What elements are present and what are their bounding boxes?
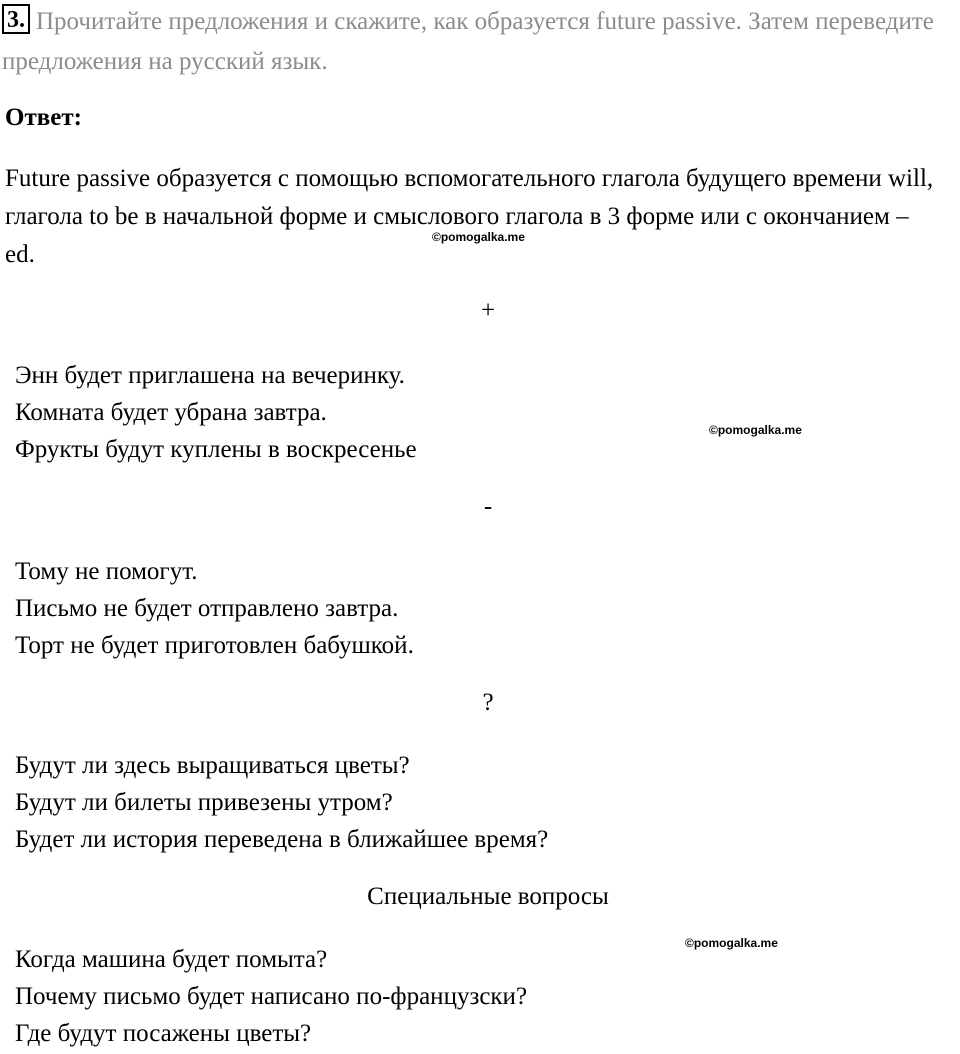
sentence: Торт не будет приготовлен бабушкой.: [15, 632, 414, 659]
sentence: Письмо не будет отправлено завтра.: [15, 595, 399, 622]
section-marker-minus: -: [483, 493, 493, 520]
sentence: Будут ли билеты привезены утром?: [15, 789, 393, 816]
affirmative-sentences: [15, 357, 417, 468]
task-text: Прочитайте предложения и скажите, как образуется future passive. Затем переведите предложения на русский язык.: [2, 8, 934, 75]
negative-sentences: [15, 553, 414, 664]
task-number: 3.: [2, 4, 30, 34]
answer-label: Ответ:: [5, 104, 82, 131]
answer-explanation: Future passive образуется с помощью вспомогательного глагола будущего времени will, глагола to be в начальной форме и смыслового глагола в 3 форме или с окончанием – ed.: [5, 165, 934, 268]
sentence: Когда машина будет помыта?: [15, 946, 328, 973]
sentence: Фрукты будут куплены в воскресенье: [15, 436, 417, 463]
task-statement: [2, 2, 952, 82]
sentence: Энн будет приглашена на вечеринку.: [15, 362, 405, 389]
sentence: Комната будет убрана завтра.: [15, 399, 327, 426]
sentence: Будет ли история переведена в ближайшее время?: [15, 826, 549, 853]
watermark: ©pomogalka.me: [685, 936, 778, 950]
watermark: ©pomogalka.me: [709, 423, 802, 437]
sentence: Почему письмо будет написано по-французски?: [15, 983, 528, 1010]
sentence: Тому не помогут.: [15, 558, 198, 585]
general-question-sentences: [15, 747, 548, 858]
section-marker-question: ?: [482, 689, 494, 716]
section-heading-special-questions: Специальные вопросы: [367, 883, 609, 910]
special-question-sentences: [15, 941, 527, 1052]
watermark: ©pomogalka.me: [432, 230, 525, 244]
sentence: Где будут посажены цветы?: [15, 1020, 312, 1047]
section-marker-plus: +: [480, 297, 496, 324]
sentence: Будут ли здесь выращиваться цветы?: [15, 752, 410, 779]
